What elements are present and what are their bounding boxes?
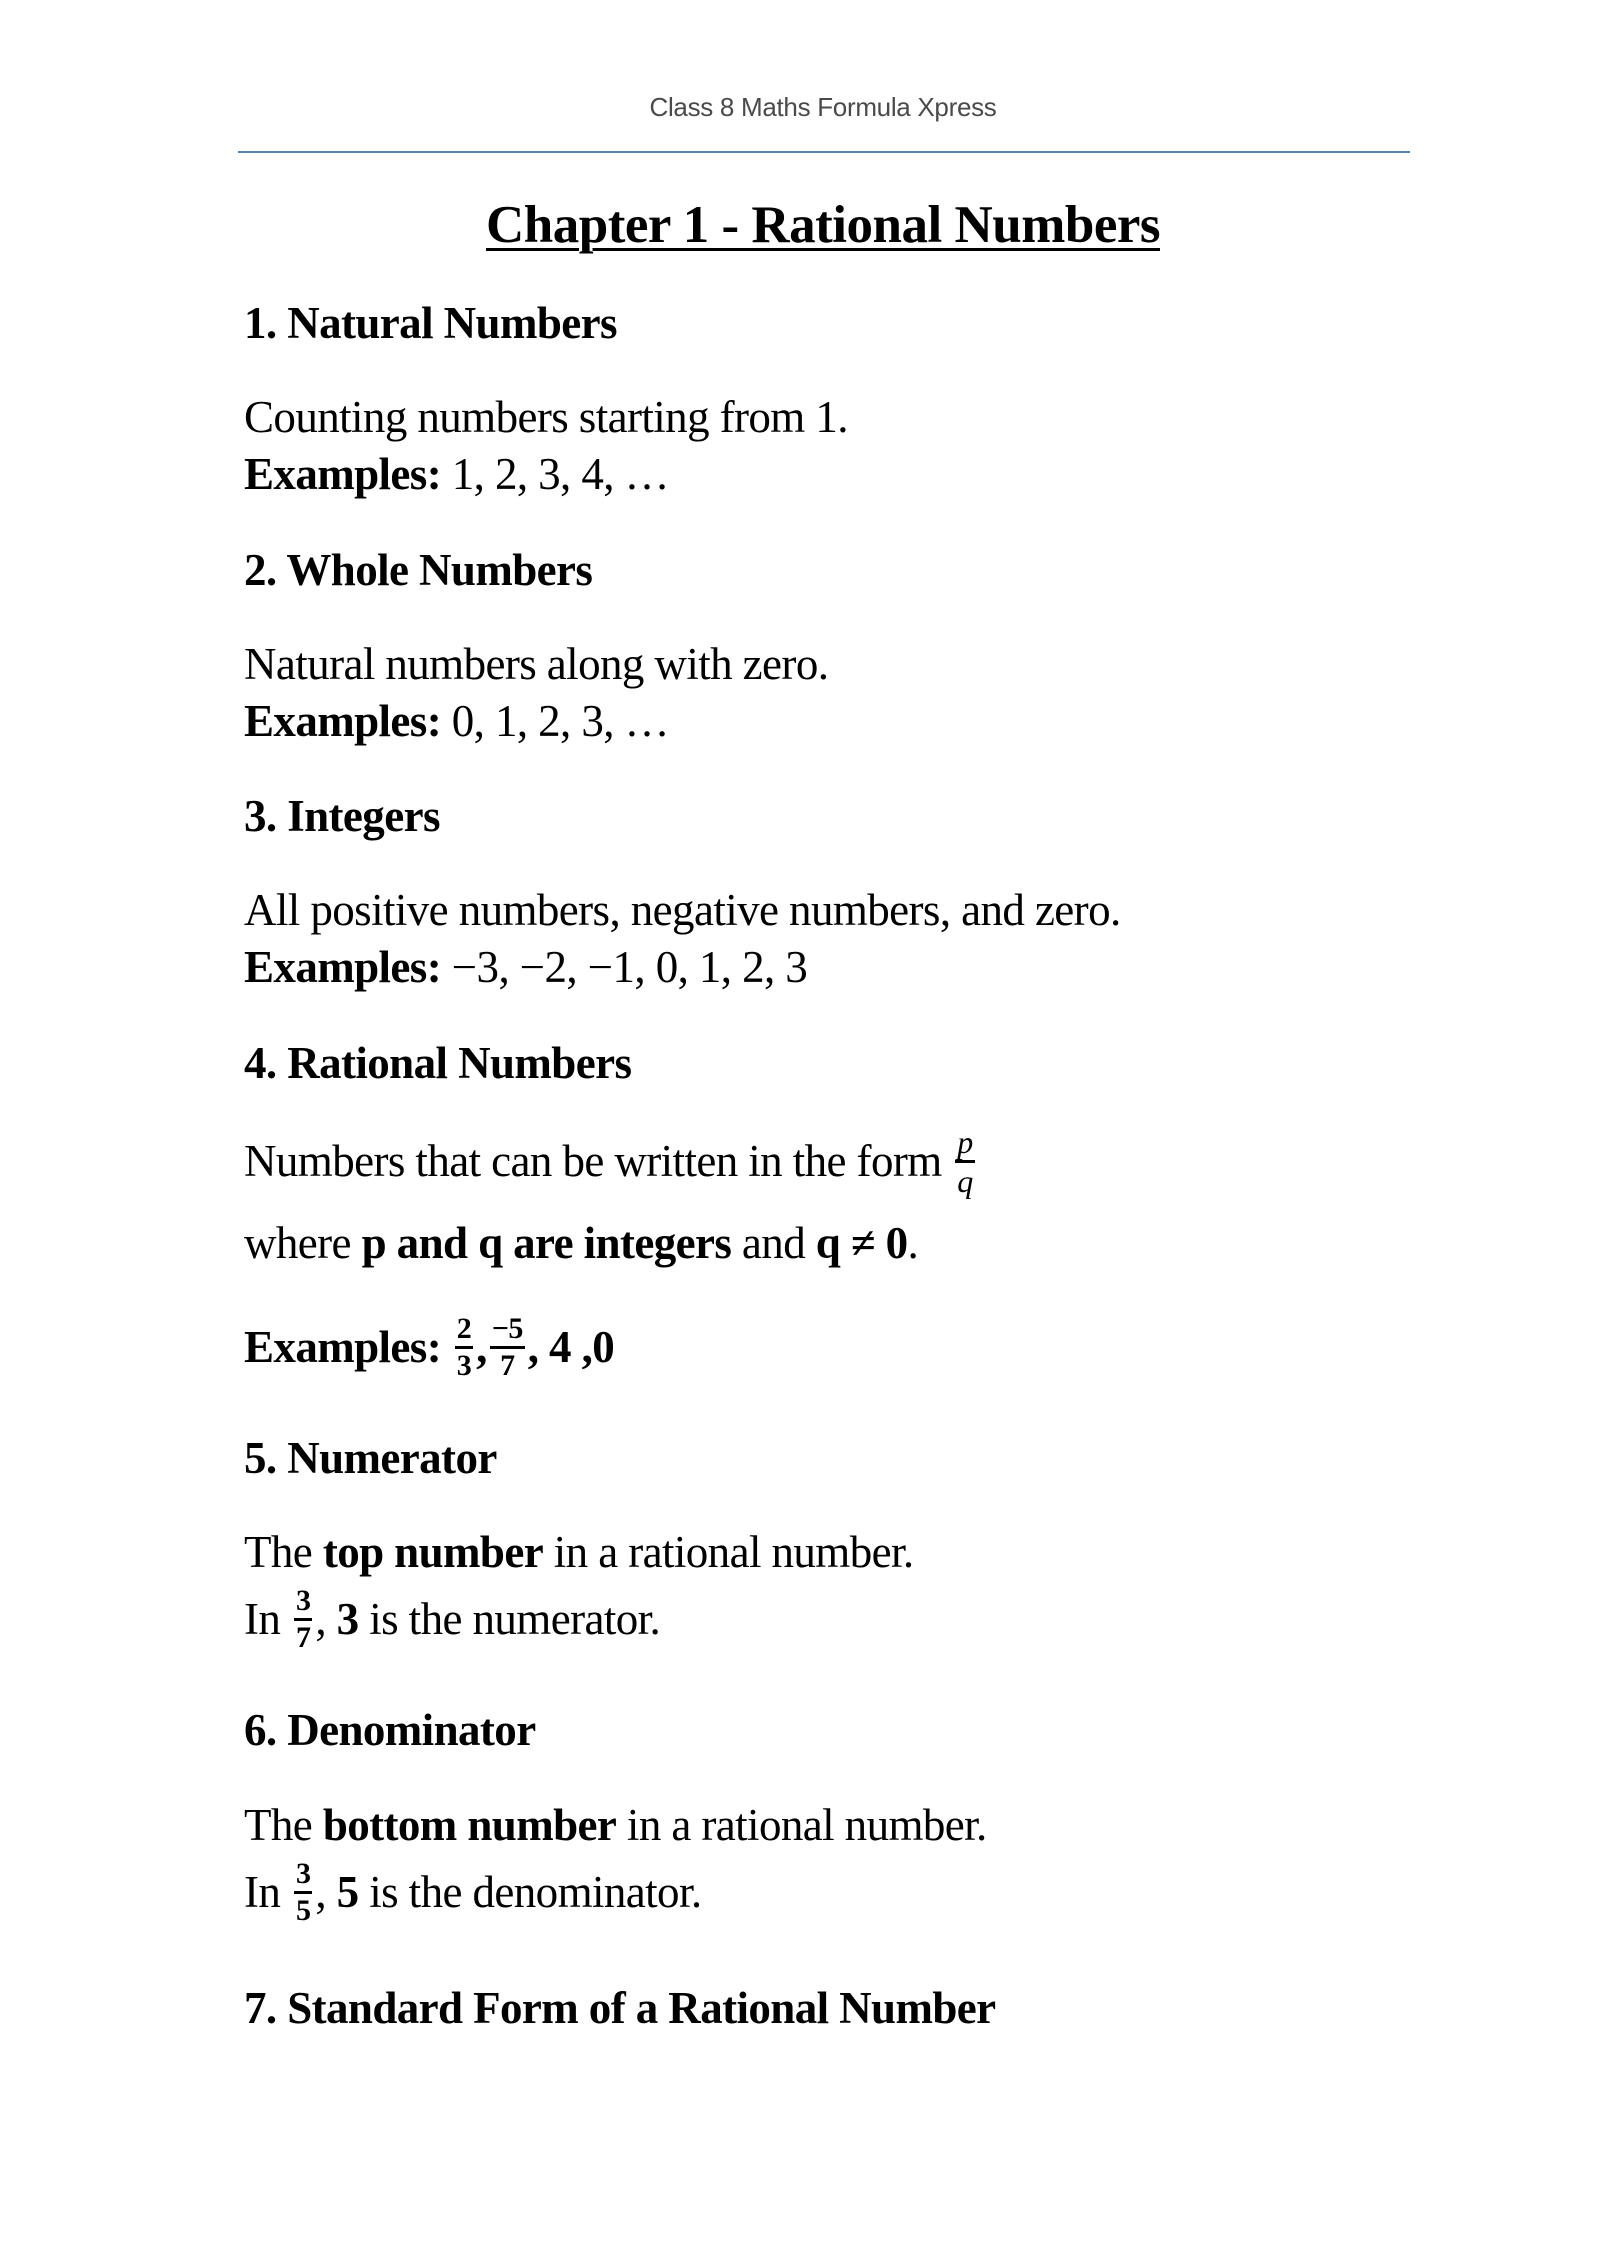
section-body-whole-numbers	[244, 636, 828, 750]
fraction-p-over-q	[955, 1126, 974, 1197]
examples-value: 0, 1, 2, 3, …	[441, 696, 669, 746]
text-part: .	[907, 1218, 919, 1268]
rational-definition-line1	[244, 1124, 978, 1201]
text-part: The	[244, 1800, 323, 1850]
examples-line	[244, 939, 1121, 996]
section-heading-numerator: 5. Numerator	[244, 1433, 497, 1483]
examples-tail: , 4 ,0	[527, 1321, 615, 1372]
rational-examples-line	[244, 1312, 615, 1385]
fraction-denominator: 5	[295, 1894, 311, 1927]
text-part-bold: p and q are integers	[361, 1218, 732, 1268]
examples-value: 1, 2, 3, 4, …	[441, 449, 669, 499]
header-rule	[238, 151, 1410, 153]
fraction-example-1	[455, 1314, 473, 1381]
fraction-numerator: p	[957, 1124, 973, 1160]
examples-label: Examples:	[244, 1321, 442, 1372]
numerator-line2	[244, 1584, 661, 1657]
comma: ,	[315, 1593, 326, 1644]
fraction-3-over-7	[294, 1586, 312, 1653]
highlight-number: 5	[326, 1866, 359, 1917]
text-part-bold: bottom number	[322, 1800, 617, 1850]
description: All positive numbers, negative numbers, and zero.	[244, 885, 1121, 935]
section-heading-natural-numbers: 1. Natural Numbers	[244, 298, 617, 348]
text-part: where	[244, 1218, 362, 1268]
highlight-number: 3	[326, 1593, 359, 1644]
examples-value: −3, −2, −1, 0, 1, 2, 3	[441, 942, 808, 992]
text-part-bold: top number	[322, 1527, 544, 1577]
fraction-numerator: 2	[456, 1312, 472, 1345]
fraction-denominator: 7	[500, 1349, 515, 1382]
examples-line	[244, 446, 848, 503]
fraction-example-2	[490, 1314, 525, 1381]
running-header: Class 8 Maths Formula Xpress	[649, 92, 997, 122]
text-part-bold: q ≠ 0	[815, 1218, 908, 1268]
examples-label: Examples:	[244, 449, 442, 499]
section-body-natural-numbers	[244, 389, 848, 503]
section-heading-denominator: 6. Denominator	[244, 1705, 536, 1755]
denominator-line1	[244, 1797, 987, 1854]
section-heading-standard-form: 7. Standard Form of a Rational Number	[244, 1983, 996, 2033]
description: Counting numbers starting from 1.	[244, 392, 848, 442]
fraction-3-over-5	[294, 1859, 312, 1926]
examples-label: Examples:	[244, 942, 442, 992]
text-part: The	[244, 1527, 323, 1577]
fraction-denominator: 3	[456, 1349, 472, 1382]
separator: ,	[476, 1321, 487, 1372]
section-heading-rational-numbers: 4. Rational Numbers	[244, 1038, 632, 1088]
text-suffix: is the numerator.	[358, 1593, 661, 1644]
fraction-numerator: 3	[295, 1857, 311, 1890]
numerator-line1	[244, 1524, 914, 1581]
text-part: in a rational number.	[543, 1527, 914, 1577]
fraction-denominator: 7	[295, 1621, 311, 1654]
description: Natural numbers along with zero.	[244, 639, 829, 689]
fraction-numerator: 3	[295, 1584, 311, 1617]
text-prefix: In	[244, 1593, 291, 1644]
section-heading-whole-numbers: 2. Whole Numbers	[244, 545, 593, 595]
section-heading-integers: 3. Integers	[244, 791, 440, 841]
examples-line	[244, 693, 828, 750]
text-prefix: In	[244, 1866, 291, 1917]
fraction-denominator: q	[957, 1163, 973, 1199]
denominator-line2	[244, 1857, 702, 1930]
rational-definition-line2	[244, 1215, 918, 1272]
text-part: in a rational number.	[616, 1800, 987, 1850]
text-suffix: is the denominator.	[358, 1866, 702, 1917]
comma: ,	[315, 1866, 326, 1917]
definition-text: Numbers that can be written in the form	[244, 1135, 953, 1186]
text-part: and	[731, 1218, 816, 1268]
fraction-numerator: −5	[491, 1312, 523, 1345]
examples-label: Examples:	[244, 696, 442, 746]
chapter-title: Chapter 1 - Rational Numbers	[485, 196, 1161, 254]
section-body-integers	[244, 882, 1121, 996]
